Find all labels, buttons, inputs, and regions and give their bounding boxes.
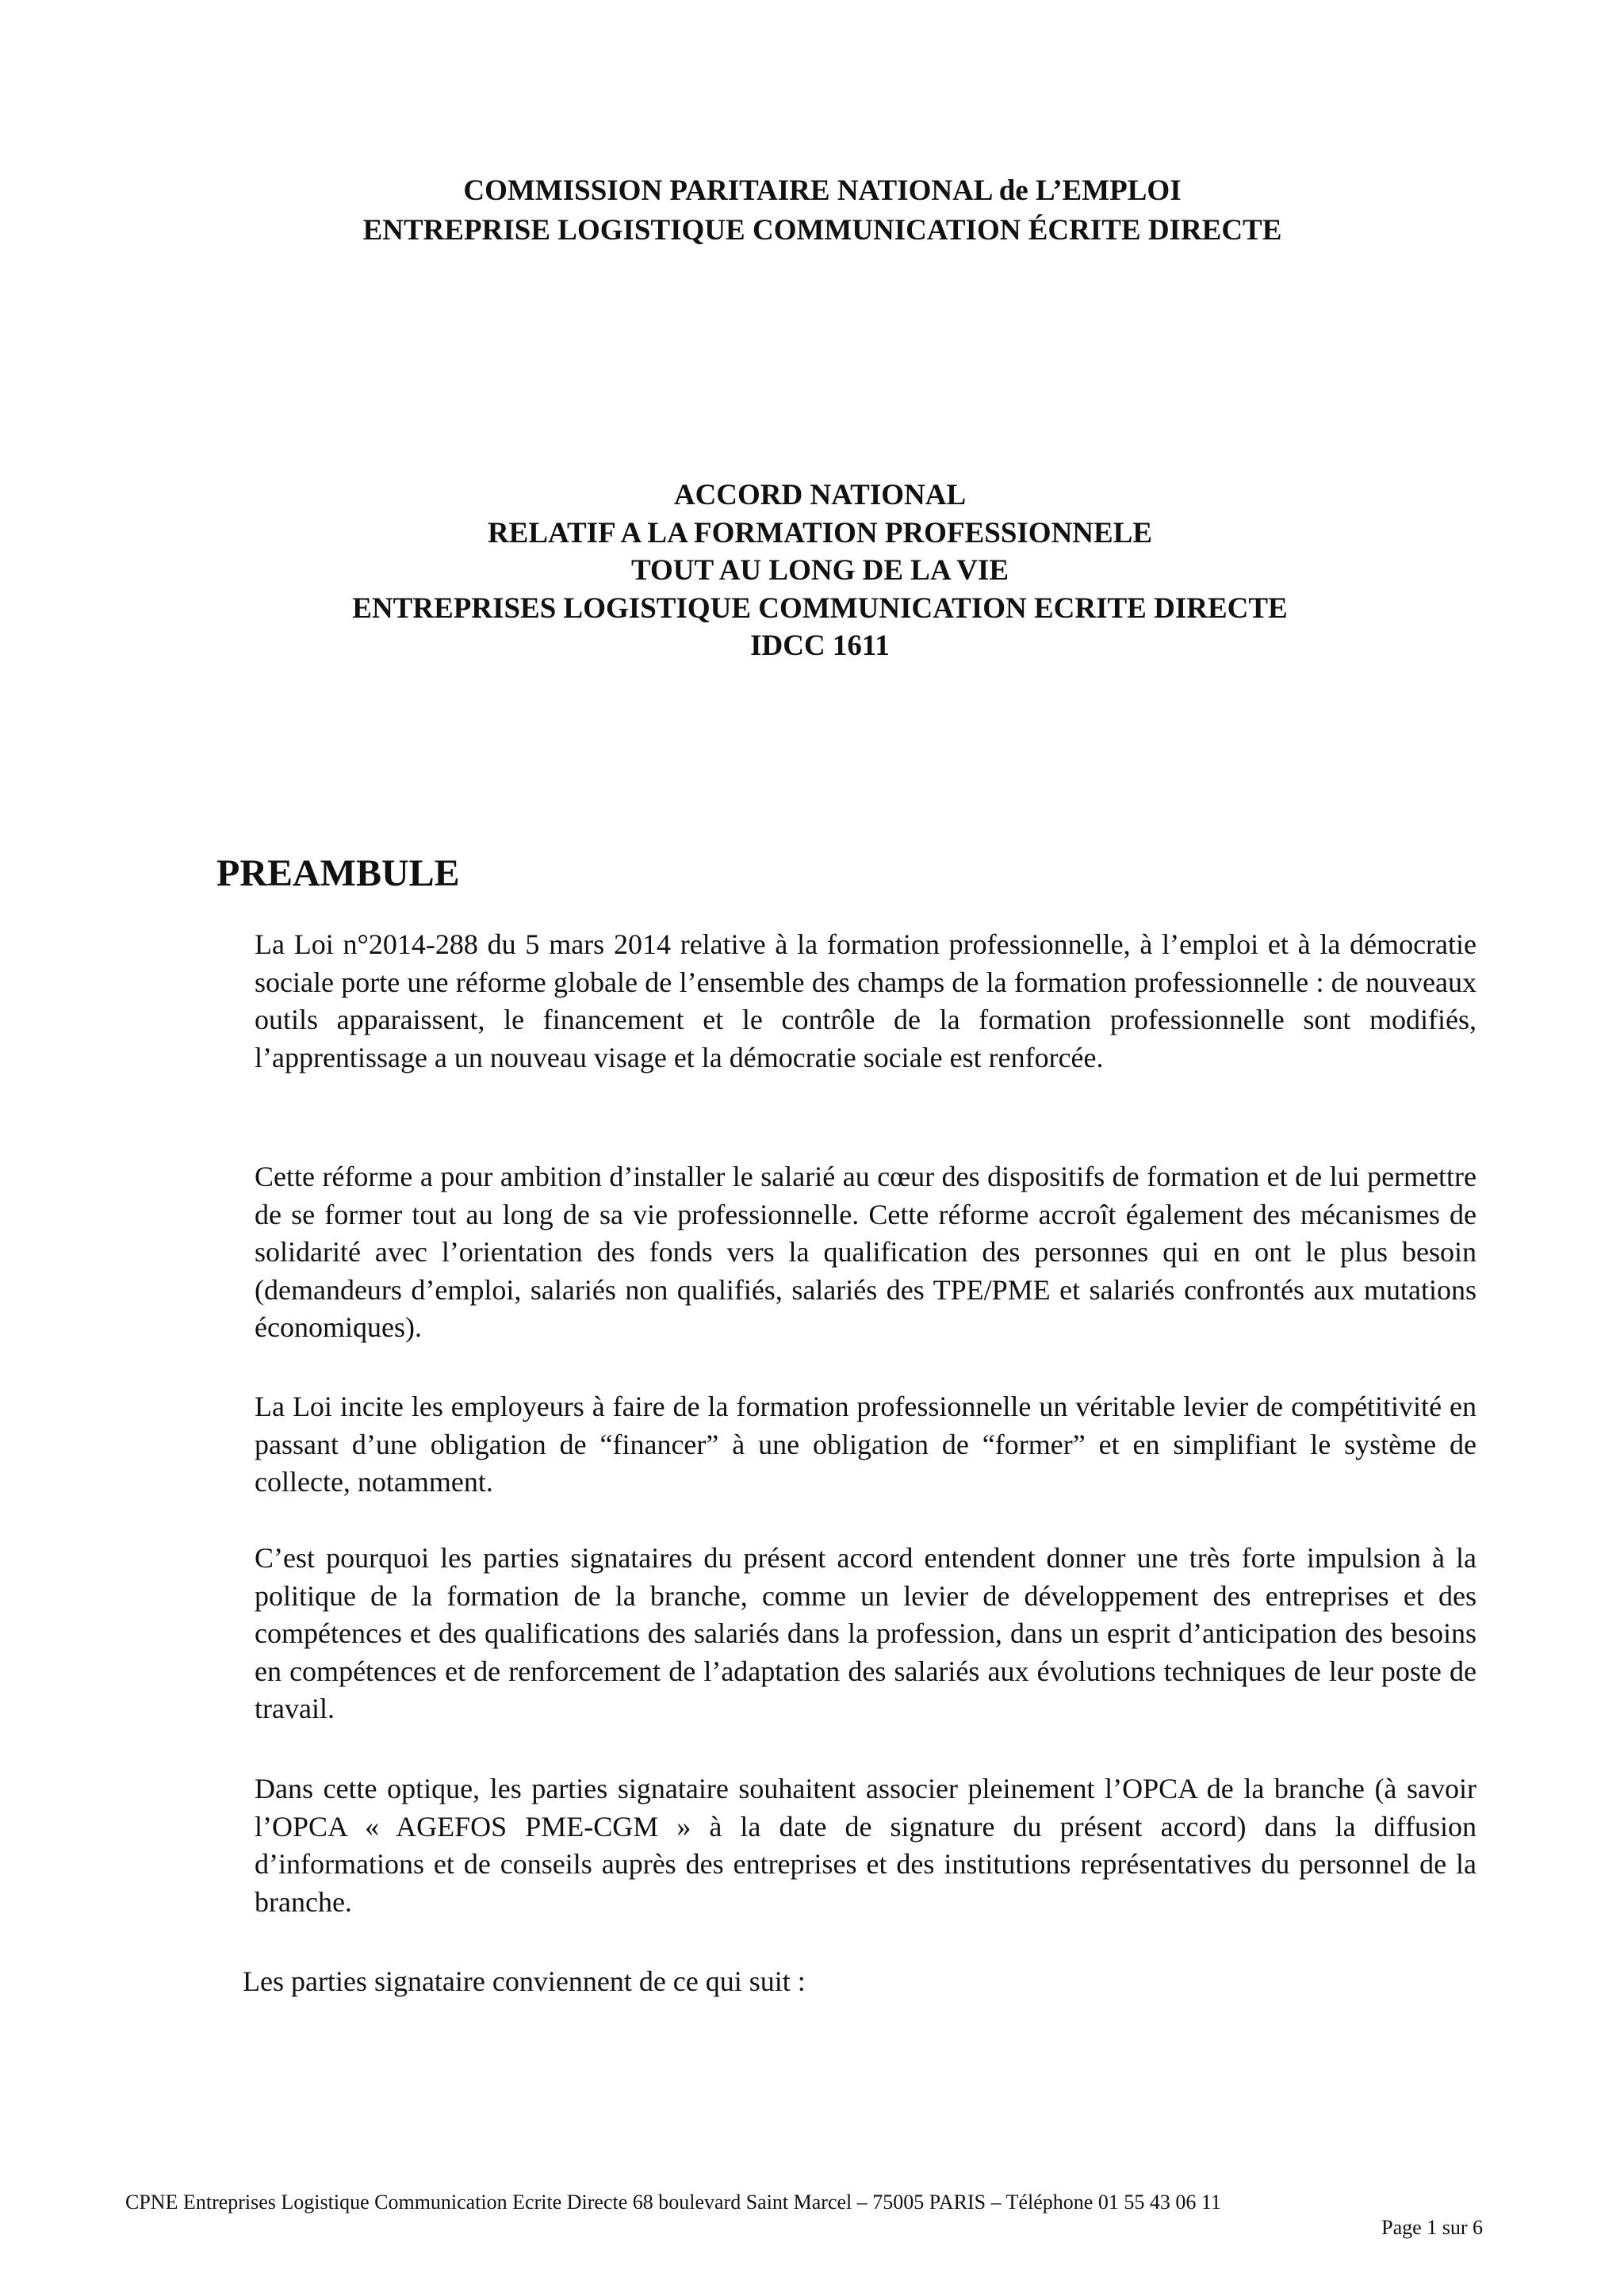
footer-address: CPNE Entreprises Logistique Communication Ecrite Directe 68 boulevard Saint Marcel – 75005 PARIS – Téléphone 01 55 43 06 11	[125, 2191, 1221, 2214]
title-line-4: ENTREPRISES LOGISTIQUE COMMUNICATION ECRITE DIRECTE	[352, 591, 1288, 625]
page-footer	[125, 2190, 1483, 2241]
preamble-paragraph: Cette réforme a pour ambition d’installer le salarié au cœur des dispositifs de formation et de lui permettre de se former tout au long de sa vie professionnelle. Cette réforme accroît également des mécanismes de solidarité avec l’orientation des fonds vers la qualification des personnes qui en ont le plus besoin (demandeurs d’emploi, salariés non qualifiés, salariés des TPE/PME et salariés confrontés aux mutations économiques).	[255, 1161, 1477, 1343]
preamble-paragraph: La Loi n°2014-288 du 5 mars 2014 relative à la formation professionnelle, à l’emploi et à la démocratie sociale porte une réforme globale de l’ensemble des champs de la formation professionnelle : de nouveaux outils apparaissent, le financement et le contrôle de la formation professionnelle sont modifiés, l’apprentissage a un nouveau visage et la démocratie sociale est renforcée.	[255, 928, 1477, 1073]
header-line-1: COMMISSION PARITAIRE NATIONAL de L’EMPLOI	[463, 174, 1182, 207]
title-line-5: IDCC 1611	[750, 629, 890, 662]
preamble-heading: PREAMBULE	[216, 852, 460, 894]
header-line-2: ENTREPRISE LOGISTIQUE COMMUNICATION ÉCRITE DIRECTE	[362, 214, 1282, 247]
page-number: Page 1 sur 6	[1381, 2216, 1483, 2239]
document-title	[0, 476, 1624, 665]
title-line-3: TOUT AU LONG DE LA VIE	[630, 554, 1009, 587]
title-line-2: RELATIF A LA FORMATION PROFESSIONNELE	[487, 516, 1153, 549]
preamble-paragraph: Dans cette optique, les parties signataire souhaitent associer pleinement l’OPCA de la branche (à savoir l’OPCA « AGEFOS PME-CGM » à la date de signature du présent accord) dans la diffusion d’informations et de conseils auprès des entreprises et des institutions représentatives du personnel de la branche.	[255, 1773, 1477, 1918]
preamble-paragraph: C’est pourquoi les parties signataires du présent accord entendent donner une très forte impulsion à la politique de la formation de la branche, comme un levier de développement des entreprises et des compétences et des qualifications des salariés dans la profession, dans un esprit d’anticipation des besoins en compétences et de renforcement de l’adaptation des salariés aux évolutions techniques de leur poste de travail.	[255, 1542, 1477, 1724]
preamble-paragraph: La Loi incite les employeurs à faire de la formation professionnelle un véritable levier de compétitivité en passant d’une obligation de “financer” à une obligation de “former” et en simplifiant le système de collecte, notamment.	[255, 1391, 1477, 1498]
title-line-1: ACCORD NATIONAL	[673, 479, 967, 511]
document-header	[0, 171, 1624, 251]
agreement-line: Les parties signataire conviennent de ce qui suit :	[243, 1965, 806, 1997]
